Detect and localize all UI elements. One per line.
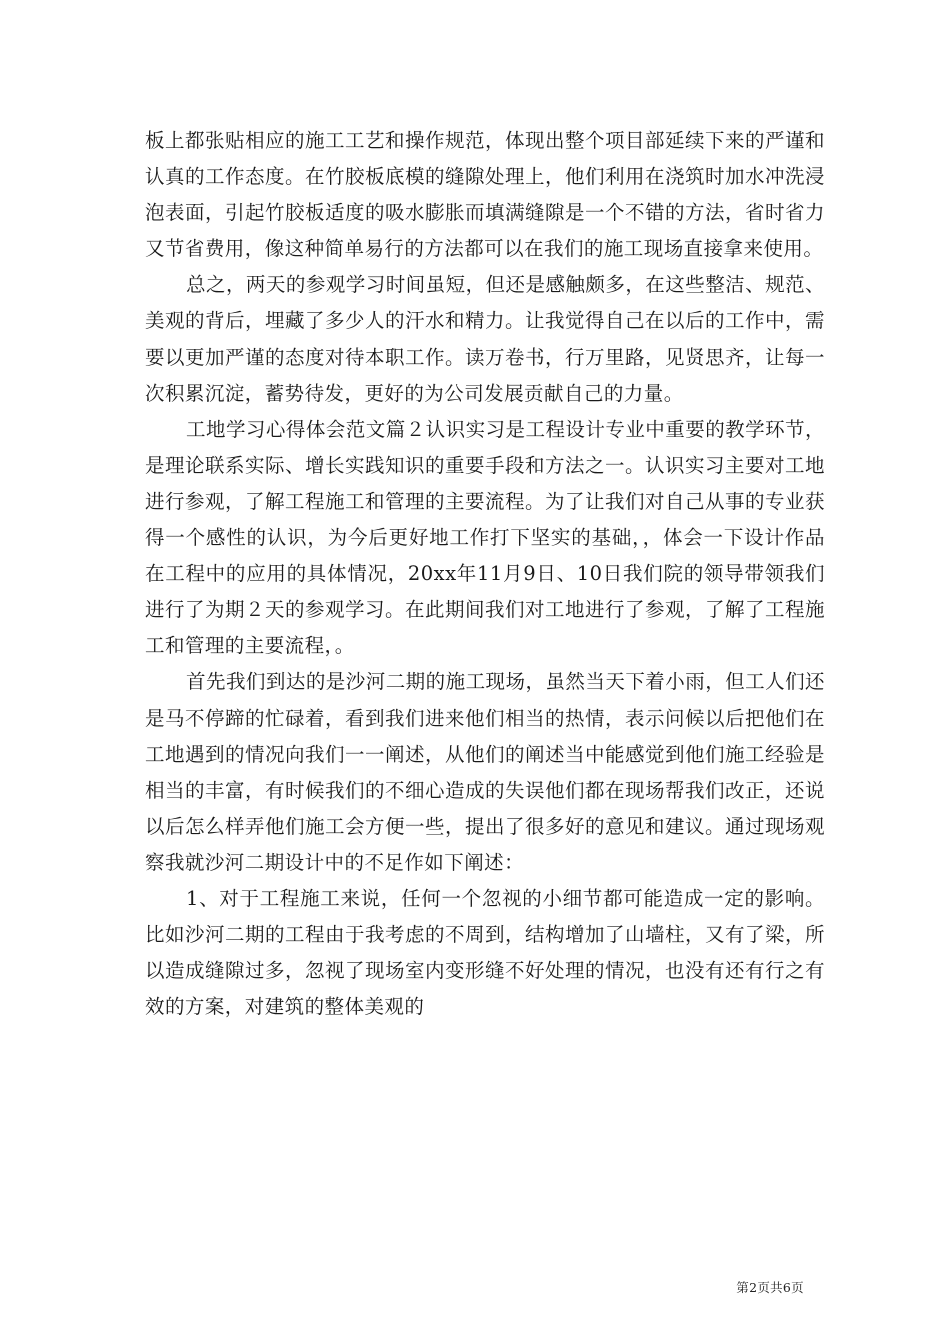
paragraph-point-1: 1、对于工程施工来说，任何一个忽视的小细节都可能造成一定的影响。比如沙河二期的工程由于我考虑的不周到，结构增加了山墙柱，又有了梁，所以造成缝隙过多，忽视了现场室内变形缝不好处理的情况，也没有还有行之有效的方案，对建筑的整体美观的 — [145, 886, 825, 1019]
paragraph-article-2-intro: 工地学习心得体会范文篇２认识实习是工程设计专业中重要的教学环节，是理论联系实际、增长实践知识的重要手段和方法之一。认识实习主要对工地进行参观，了解工程施工和管理的主要流程。为了让我们对自己从事的专业获得一个感性的认识，为今后更好地工作打下坚实的基础，，体会一下设计作品在工程中的应用的具体情况，20xx年11月9日、10日我们院的领导带领我们进行了为期２天的参观学习。在此期间我们对工地进行了参观，了解了工程施工和管理的主要流程，。 — [145, 417, 825, 658]
paragraph-continuation: 板上都张贴相应的施工工艺和操作规范，体现出整个项目部延续下来的严谨和认真的工作态度。在竹胶板底模的缝隙处理上，他们利用在浇筑时加水冲洗浸泡表面，引起竹胶板适度的吸水膨胀而填满缝隙是一个不错的方法，省时省力又节省费用，像这种简单易行的方法都可以在我们的施工现场直接拿来使用。 — [145, 129, 825, 261]
paragraph-summary: 总之，两天的参观学习时间虽短，但还是感触颇多，在这些整洁、规范、美观的背后，埋藏了多少人的汗水和精力。让我觉得自己在以后的工作中，需要以更加严谨的态度对待本职工作。读万卷书，行万里路，见贤思齐，让每一次积累沉淀，蓄势待发，更好的为公司发展贡献自己的力量。 — [145, 273, 825, 405]
document-body — [145, 123, 825, 1025]
page-number-footer: 第2页共6页 — [736, 1280, 804, 1295]
paragraph-site-visit: 首先我们到达的是沙河二期的施工现场，虽然当天下着小雨，但工人们还是马不停蹄的忙碌着，看到我们进来他们相当的热情，表示问候以后把他们在工地遇到的情况向我们一一阐述，从他们的阐述当中能感觉到他们施工经验是相当的丰富，有时候我们的不细心造成的失误他们都在现场帮我们改正，还说以后怎么样弄他们施工会方便一些，提出了很多好的意见和建议。通过现场观察我就沙河二期设计中的不足作如下阐述： — [145, 670, 825, 874]
